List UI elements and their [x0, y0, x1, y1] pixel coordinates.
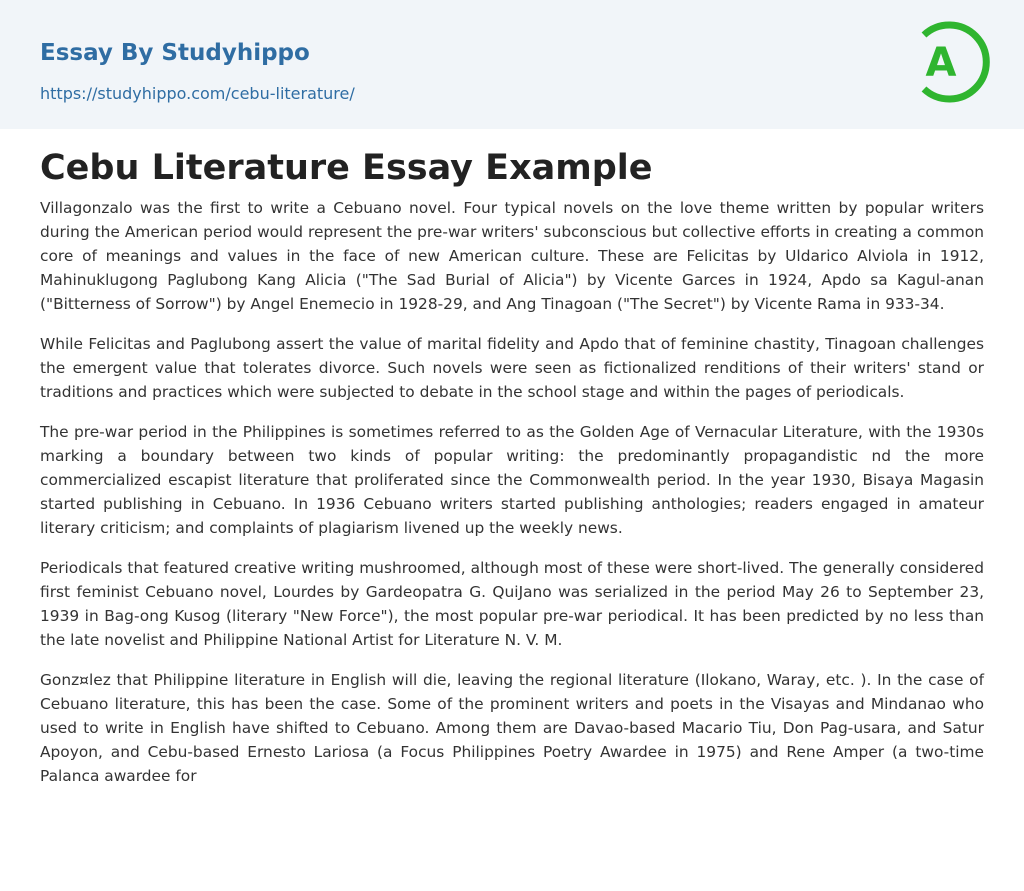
essay-paragraph: The pre-war period in the Philippines is sometimes referred to as the Golden Age of Vernacular Literature, with the 1930s marking a boundary between two kinds of popular writing: the predominantly propagandistic nd the more commercialized escapist literature that proliferated since the Commonwealth period. In the year 1930, Bisaya Magasin started publishing in Cebuano. In 1936 Cebuano writers started publishing anthologies; readers engaged in amateur literary criticism; and complaints of plagiarism livened up the weekly news.: [40, 423, 984, 537]
essay-paragraph: Villagonzalo was the first to write a Cebuano novel. Four typical novels on the love theme written by popular writers during the American period would represent the pre-war writers' subconscious but collective efforts in creating a common core of meanings and values in the face of new American culture. These are Felicitas by Uldarico Alviola in 1912, Mahinuklugong Paglubong Kang Alicia ("The Sad Burial of Alicia") by Vicente Garces in 1924, Apdo sa Kagul-anan ("Bitterness of Sorrow") by Angel Enemecio in 1928-29, and Ang Tinagoan ("The Secret") by Vicente Rama in 933-34.: [40, 199, 984, 313]
source-url-link[interactable]: https://studyhippo.com/cebu-literature/: [40, 84, 355, 103]
page-header: [0, 0, 1024, 129]
essay-paragraph: Periodicals that featured creative writing mushroomed, although most of these were short-lived. The generally considered first feminist Cebuano novel, Lourdes by Gardeopatra G. QuiJano was serialized in the period May 26 to September 23, 1939 in Bag-ong Kusog (literary "New Force"), the most popular pre-war periodical. It has been predicted by no less than the late novelist and Philippine National Artist for Literature N. V. M.: [40, 559, 984, 649]
logo-letter: A: [925, 40, 957, 86]
essay-paragraph: Gonz¤lez that Philippine literature in English will die, leaving the regional literature (Ilokano, Waray, etc. ). In the case of Cebuano literature, this has been the case. Some of the prominent writers and poets in the Visayas and Mindanao who used to write in English have shifted to Cebuano. Among them are Davao-based Macario Tiu, Don Pag-usara, and Satur Apoyon, and Cebu-based Ernesto Lariosa (a Focus Philippines Poetry Awardee in 1975) and Rene Amper (a two-time Palanca awardee for: [40, 671, 984, 785]
studyhippo-logo-icon[interactable]: [910, 18, 990, 106]
essay-paragraph: While Felicitas and Paglubong assert the value of marital fidelity and Apdo that of feminine chastity, Tinagoan challenges the emergent value that tolerates divorce. Such novels were seen as fictionalized renditions of their writers' stand or traditions and practices which were subjected to debate in the school stage and within the pages of periodicals.: [40, 335, 984, 401]
essay-title: Cebu Literature Essay Example: [40, 148, 653, 188]
site-brand[interactable]: Essay By Studyhippo: [40, 40, 310, 66]
essay-content: [40, 144, 984, 804]
